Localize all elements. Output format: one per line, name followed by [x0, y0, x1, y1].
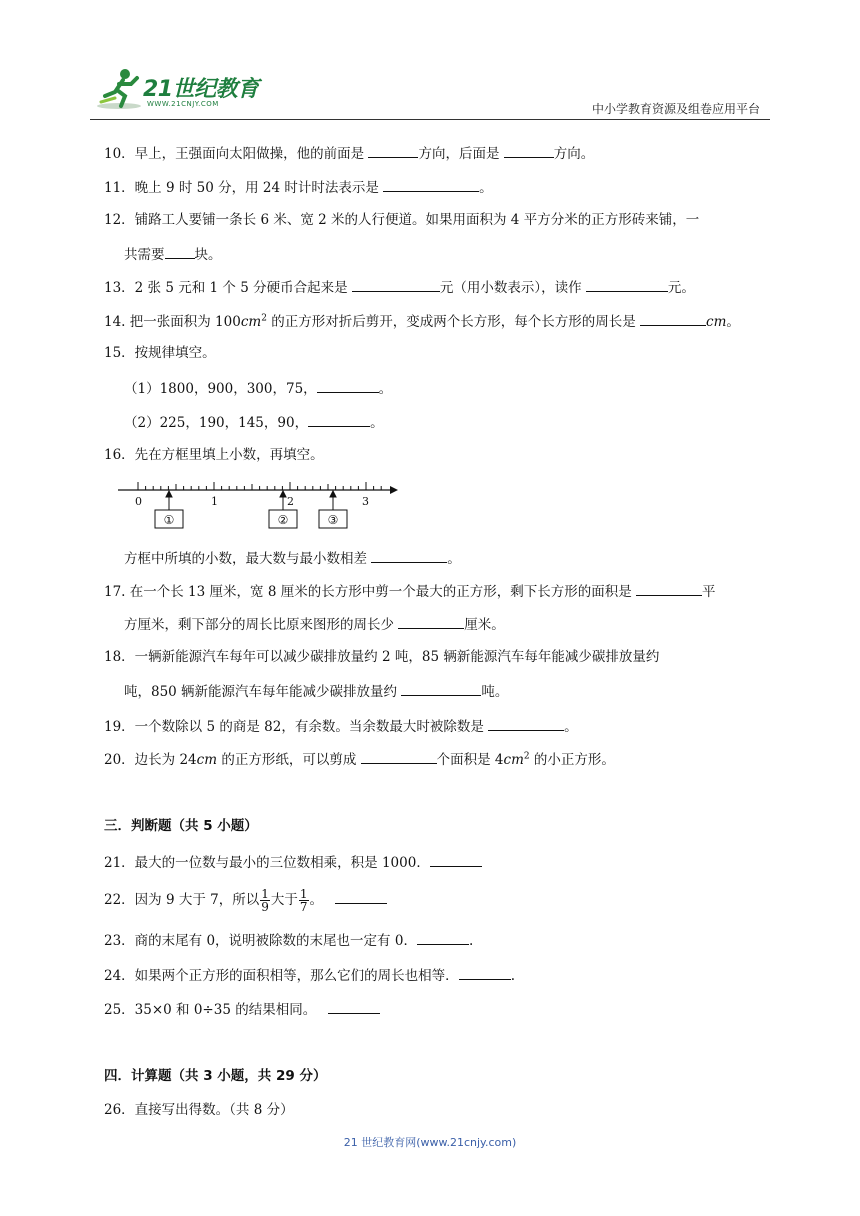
answer-blank[interactable]	[430, 852, 482, 867]
answer-blank[interactable]	[636, 581, 702, 596]
section-3-title: 三．判断题（共 5 小题）	[104, 818, 258, 834]
runner-icon	[95, 66, 143, 112]
question-25: 25．35×0 和 0÷35 的结果相同。	[104, 999, 380, 1019]
question-10: 10．早上，王强面向太阳做操，他的前面是 方向，后面是 方向。	[104, 143, 594, 163]
question-12-line1: 12．铺路工人要铺一条长 6 米、宽 2 米的人行便道。如果用面积为 4 平方分米的正方形砖来铺，一	[104, 212, 700, 228]
tick-label: 3	[362, 495, 369, 508]
question-15-part1: （1）1800，900，300，75， 。	[124, 378, 392, 398]
question-18-line2: 吨，850 辆新能源汽车每年能减少碳排放量约 吨。	[124, 681, 508, 701]
question-22: 22．因为 9 大于 7，所以 $\frac{1}{9}$ 大于 $\frac{1}{7}$ 。	[104, 888, 387, 913]
logo-url: WWW.21CNJY.COM	[147, 100, 219, 108]
answer-blank[interactable]	[640, 311, 706, 326]
question-21: 21．最大的一位数与最小的三位数相乘，积是 1000．	[104, 852, 482, 872]
answer-box-2: ②	[277, 513, 289, 527]
header-divider	[90, 119, 770, 120]
answer-blank[interactable]	[401, 681, 481, 696]
question-15-part2: （2）225，190，145，90， 。	[124, 412, 384, 432]
answer-blank[interactable]	[417, 930, 469, 945]
question-19: 19．一个数除以 5 的商是 82，有余数。当余数最大时被除数是 。	[104, 716, 578, 736]
number-line-figure	[118, 478, 398, 534]
question-13: 13．2 张 5 元和 1 个 5 分硬币合起来是 元（用小数表示），读作 元。	[104, 277, 695, 297]
question-16-text: 方框中所填的小数，最大数与最小数相差 。	[124, 548, 461, 568]
question-20: 20．边长为 24cm 的正方形纸，可以剪成 个面积是 $4cm^2$ 的小正方形。	[104, 749, 615, 769]
answer-blank[interactable]	[383, 177, 479, 192]
site-logo	[95, 66, 270, 116]
answer-blank[interactable]	[371, 548, 447, 563]
answer-blank[interactable]	[504, 143, 554, 158]
answer-blank[interactable]	[308, 412, 370, 427]
question-15-title: 15．按规律填空。	[104, 345, 216, 361]
tick-label: 2	[287, 495, 294, 508]
question-18-line1: 18．一辆新能源汽车每年可以减少碳排放量约 2 吨，85 辆新能源汽车每年能减少碳排放量约	[104, 649, 660, 665]
question-11: 11．晚上 9 时 50 分，用 24 时计时法表示是 。	[104, 177, 493, 197]
logo-text: 21世纪教育	[143, 77, 259, 102]
answer-blank[interactable]	[488, 716, 564, 731]
answer-blank[interactable]	[368, 143, 418, 158]
page-header	[90, 66, 770, 116]
tick-label: 1	[211, 495, 218, 508]
answer-blank[interactable]	[361, 749, 437, 764]
answer-blank[interactable]	[165, 244, 195, 259]
answer-box-3: ③	[327, 513, 339, 527]
tick-label: 0	[135, 495, 142, 508]
question-26: 26．直接写出得数。（共 8 分）	[104, 1102, 294, 1118]
answer-blank[interactable]	[317, 378, 379, 393]
fraction: $\frac{1}{7}$	[299, 887, 308, 914]
question-17-line2: 方厘米，剩下部分的周长比原来图形的周长少 厘米。	[124, 614, 505, 634]
answer-blank[interactable]	[586, 277, 668, 292]
page-footer: 21 世纪教育网(www.21cnjy.com)	[343, 1136, 517, 1149]
answer-blank[interactable]	[459, 965, 511, 980]
question-17-line1: 17. 在一个长 13 厘米，宽 8 厘米的长方形中剪一个最大的正方形，剩下长方形的面积是 平	[104, 581, 715, 601]
section-4-title: 四．计算题（共 3 小题，共 29 分）	[104, 1068, 327, 1084]
answer-blank[interactable]	[398, 614, 464, 629]
answer-blank[interactable]	[328, 999, 380, 1014]
question-24: 24．如果两个正方形的面积相等，那么它们的周长也相等． .	[104, 965, 515, 985]
question-12-line2: 共需要 块。	[124, 244, 222, 264]
header-platform-text: 中小学教育资源及组卷应用平台	[591, 102, 760, 116]
fraction: $\frac{1}{9}$	[261, 887, 269, 914]
answer-box-1: ①	[163, 513, 175, 527]
question-16-title: 16．先在方框里填上小数，再填空。	[104, 447, 324, 463]
answer-blank[interactable]	[335, 889, 387, 904]
question-23: 23．商的末尾有 0，说明被除数的末尾也一定有 0． .	[104, 930, 473, 950]
question-14: 14. 把一张面积为 $100cm^2$ 的正方形对折后剪开，变成两个长方形，每个长方形的周长是 cm。	[104, 311, 740, 331]
answer-blank[interactable]	[352, 277, 440, 292]
